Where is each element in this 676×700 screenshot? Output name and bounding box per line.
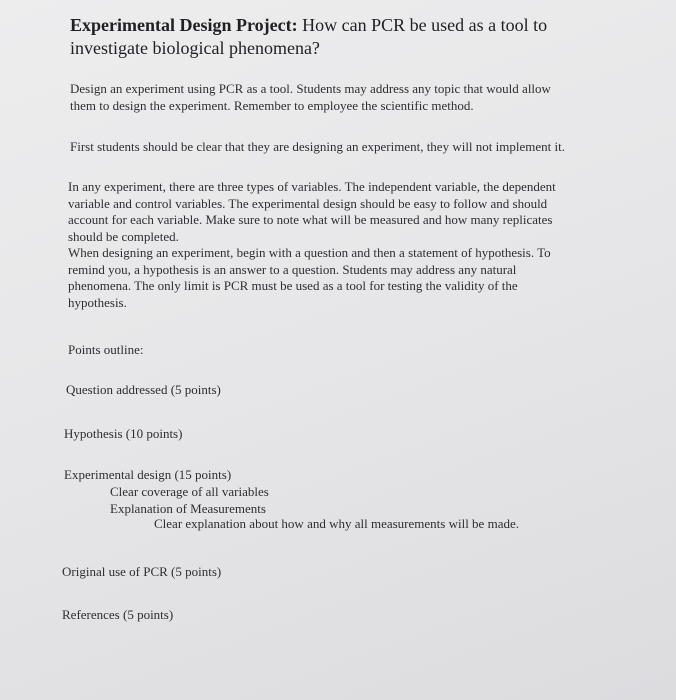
points-design-measurements: Explanation of Measurements xyxy=(110,501,266,516)
title-line2: investigate biological phenomena? xyxy=(70,38,320,58)
title-line1: How can PCR be used as a tool to xyxy=(297,15,548,35)
text-line: phenomena. The only limit is PCR must be used as a tool for testing the validity of the xyxy=(68,278,518,293)
points-original-use: Original use of PCR (5 points) xyxy=(62,564,222,579)
paragraph-intro xyxy=(70,81,551,114)
text-line: In any experiment, there are three types of variables. The independent variable, the dependent xyxy=(68,179,556,194)
text-line: First students should be clear that they are designing an experiment, they will not implement it. xyxy=(70,139,565,154)
text-line: account for each variable. Make sure to note what will be measured and how many replicates xyxy=(68,212,553,227)
text-line: hypothesis. xyxy=(68,294,127,310)
title-label: Experimental Design Project: xyxy=(70,15,298,35)
points-design-explanation: Clear explanation about how and why all measurements will be made. xyxy=(154,516,519,531)
points-heading: Points outline: xyxy=(68,342,144,357)
paragraph-first-students xyxy=(70,139,565,156)
text-line: When designing an experiment, begin with a question and then a statement of hypothesis. To xyxy=(68,245,551,260)
text-line: should be completed. xyxy=(68,228,179,244)
points-references: References (5 points) xyxy=(62,607,174,622)
text-line: remind you, a hypothesis is an answer to a question. Students may address any natural xyxy=(68,261,517,277)
paragraph-variables xyxy=(68,179,556,311)
points-hypothesis: Hypothesis (10 points) xyxy=(64,426,183,441)
text-line: variable and control variables. The experimental design should be easy to follow and should xyxy=(68,195,548,211)
points-question: Question addressed (5 points) xyxy=(66,382,221,397)
document-title xyxy=(70,14,547,60)
points-design: Experimental design (15 points) xyxy=(64,467,232,482)
text-line: Design an experiment using PCR as a tool. Students may address any topic that would allow xyxy=(70,81,551,96)
text-line: them to design the experiment. Remember to employee the scientific method. xyxy=(70,97,474,113)
points-design-variables: Clear coverage of all variables xyxy=(110,484,269,499)
